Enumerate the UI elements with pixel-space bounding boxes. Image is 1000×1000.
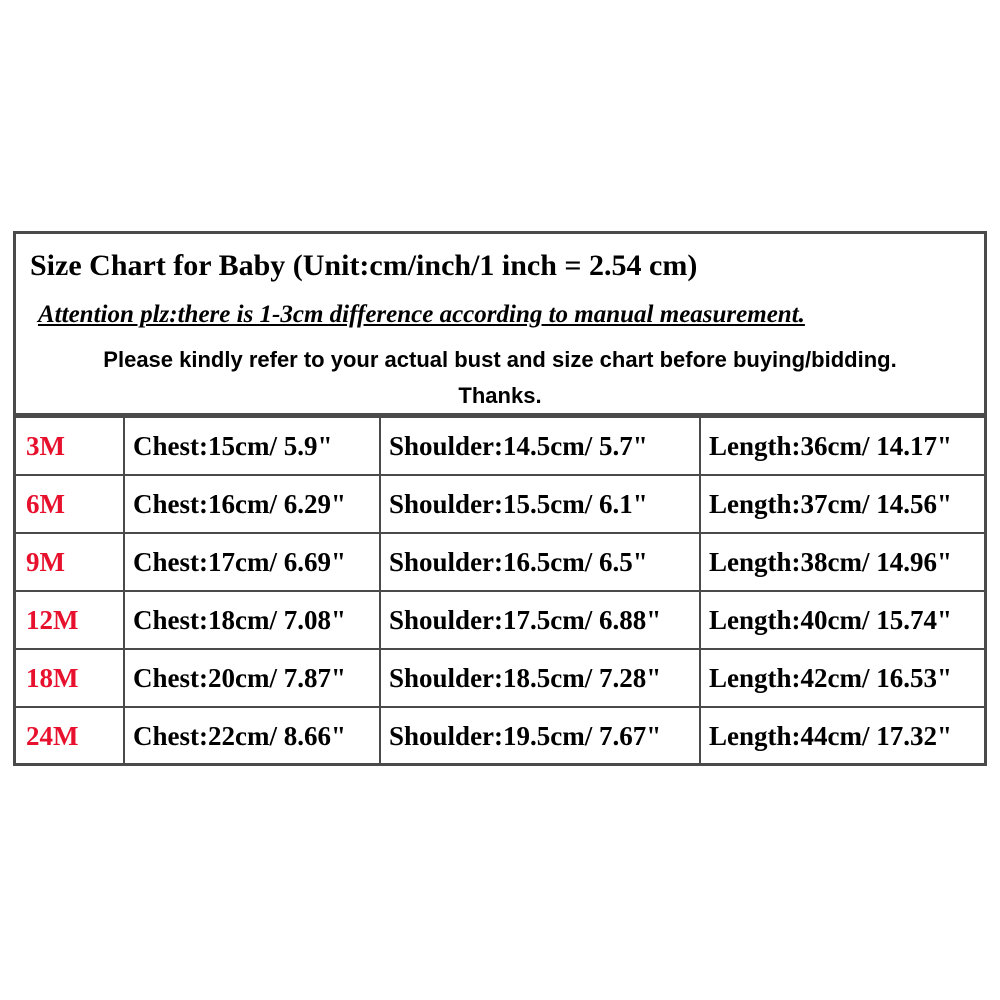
size-label: 6M bbox=[16, 475, 124, 533]
shoulder-value: Shoulder:17.5cm/ 6.88" bbox=[380, 591, 700, 649]
buying-note: Please kindly refer to your actual bust and size chart before buying/bidding. bbox=[103, 347, 897, 372]
size-chart-panel bbox=[13, 231, 987, 766]
attention-note: Attention plz:there is 1-3cm difference according to manual measurement. bbox=[38, 300, 805, 328]
size-label: 24M bbox=[16, 707, 124, 765]
shoulder-value: Shoulder:14.5cm/ 5.7" bbox=[380, 417, 700, 475]
size-chart-header bbox=[16, 234, 984, 416]
table-row bbox=[16, 533, 986, 591]
chest-value: Chest:17cm/ 6.69" bbox=[124, 533, 380, 591]
chest-value: Chest:16cm/ 6.29" bbox=[124, 475, 380, 533]
table-row bbox=[16, 417, 986, 475]
length-value: Length:42cm/ 16.53" bbox=[700, 649, 986, 707]
shoulder-value: Shoulder:19.5cm/ 7.67" bbox=[380, 707, 700, 765]
shoulder-value: Shoulder:16.5cm/ 6.5" bbox=[380, 533, 700, 591]
size-label: 9M bbox=[16, 533, 124, 591]
size-label: 18M bbox=[16, 649, 124, 707]
chest-value: Chest:15cm/ 5.9" bbox=[124, 417, 380, 475]
length-value: Length:40cm/ 15.74" bbox=[700, 591, 986, 649]
length-value: Length:37cm/ 14.56" bbox=[700, 475, 986, 533]
size-label: 12M bbox=[16, 591, 124, 649]
size-table bbox=[16, 416, 986, 765]
table-row bbox=[16, 475, 986, 533]
chest-value: Chest:20cm/ 7.87" bbox=[124, 649, 380, 707]
chest-value: Chest:22cm/ 8.66" bbox=[124, 707, 380, 765]
chest-value: Chest:18cm/ 7.08" bbox=[124, 591, 380, 649]
length-value: Length:36cm/ 14.17" bbox=[700, 417, 986, 475]
shoulder-value: Shoulder:15.5cm/ 6.1" bbox=[380, 475, 700, 533]
shoulder-value: Shoulder:18.5cm/ 7.28" bbox=[380, 649, 700, 707]
length-value: Length:44cm/ 17.32" bbox=[700, 707, 986, 765]
thanks-note: Thanks. bbox=[458, 382, 542, 408]
table-row bbox=[16, 649, 986, 707]
size-label: 3M bbox=[16, 417, 124, 475]
page-title: Size Chart for Baby (Unit:cm/inch/1 inch = 2.54 cm) bbox=[30, 249, 698, 282]
table-row bbox=[16, 707, 986, 765]
length-value: Length:38cm/ 14.96" bbox=[700, 533, 986, 591]
table-row bbox=[16, 591, 986, 649]
